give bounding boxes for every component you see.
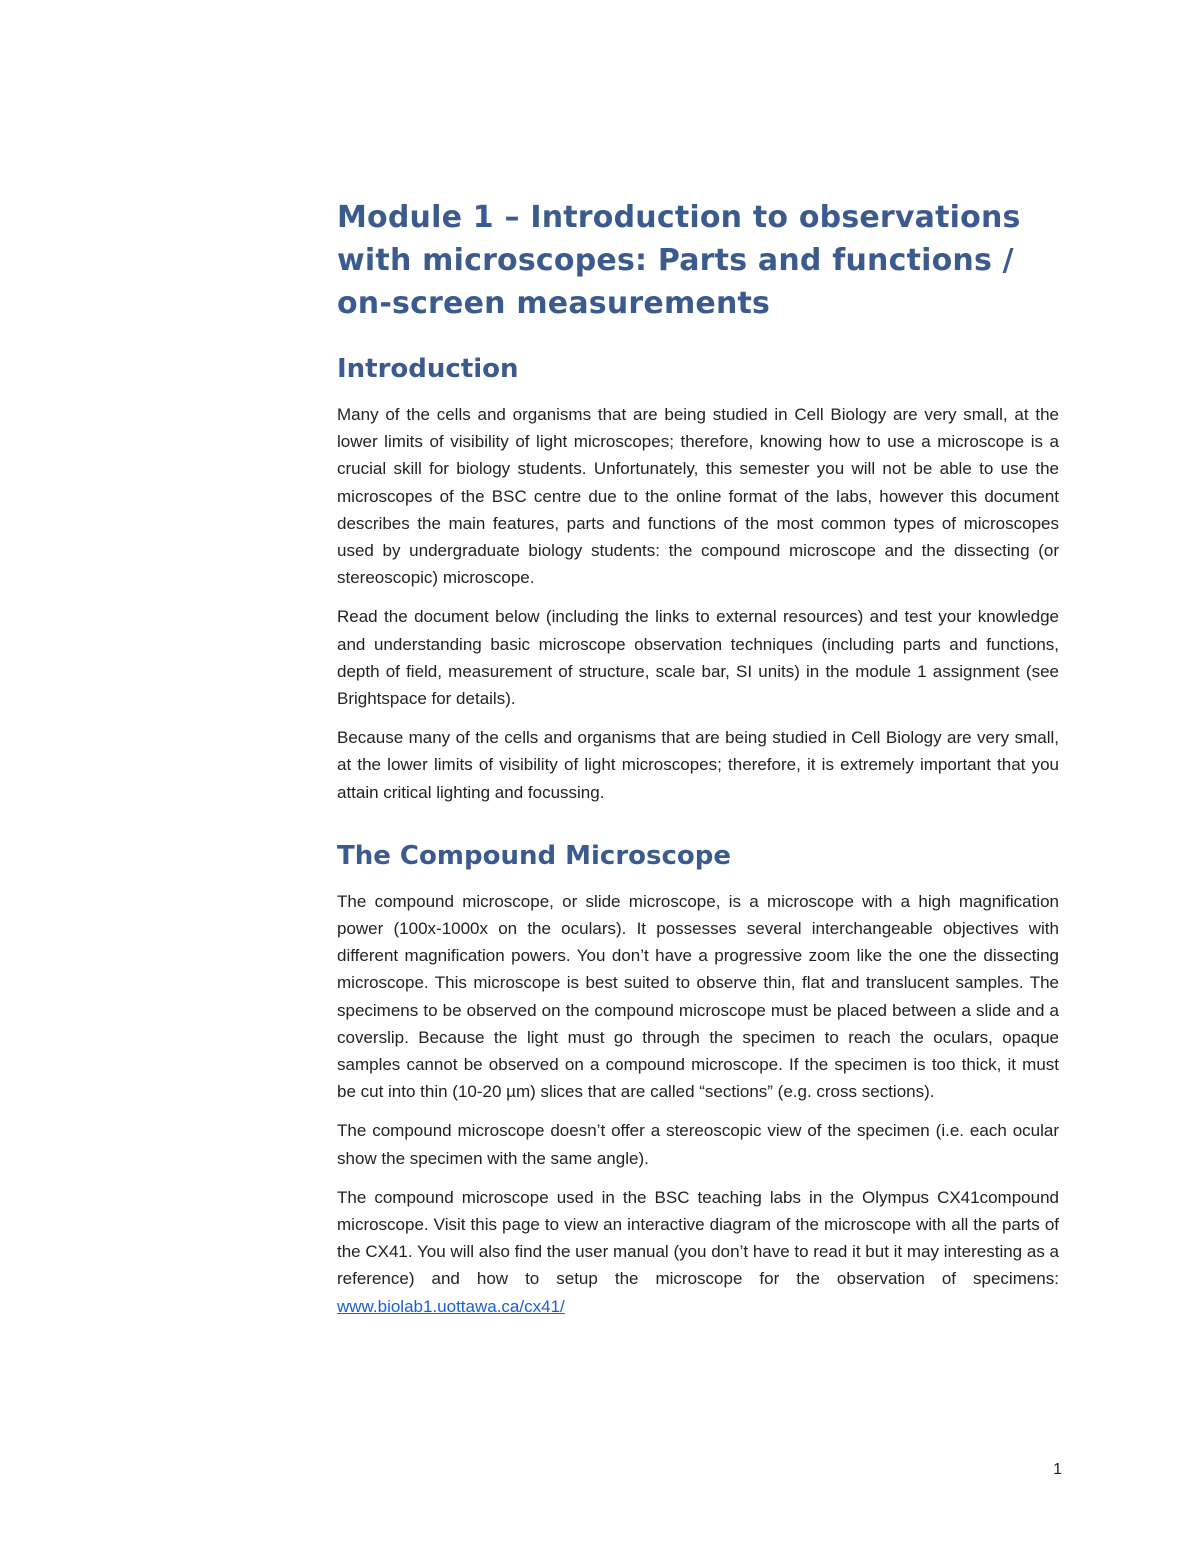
compound-paragraph-3	[337, 1184, 1059, 1320]
introduction-heading: Introduction	[337, 354, 519, 384]
compound-paragraph-2: The compound microscope doesn’t offer a stereoscopic view of the specimen (i.e. each ocular show the specimen with the same angle).	[337, 1121, 1059, 1168]
document-title: Module 1 – Introduction to observations with microscopes: Parts and functions / on-screen measurements	[337, 200, 1021, 321]
compound-paragraph-3-text: The compound microscope used in the BSC teaching labs in the Olympus CX41compound microscope. Visit this page to view an interactive diagram of the microscope with all the parts of the CX41. You will also find the user manual (you don’t have to read it but it may interesting as a reference) and how to setup the microscope for the observation of specimens:	[337, 1187, 1059, 1289]
introduction-paragraph-2: Read the document below (including the links to external resources) and test your knowledge and understanding basic microscope observation techniques (including parts and functions, depth of field, measurement of structure, scale bar, SI units) in the module 1 assignment (see Brightspace for details).	[337, 607, 1059, 709]
introduction-paragraph-1: Many of the cells and organisms that are being studied in Cell Biology are very small, at the lower limits of visibility of light microscopes; therefore, knowing how to use a microscope is a crucial skill for biology students. Unfortunately, this semester you will not be able to use the microscopes of the BSC centre due to the online format of the labs, however this document describes the main features, parts and functions of the most common types of microscopes used by undergraduate biology students: the compound microscope and the dissecting (or stereoscopic) microscope.	[337, 405, 1059, 588]
compound-microscope-heading: The Compound Microscope	[337, 840, 731, 871]
page-number: 1	[1053, 1461, 1062, 1478]
introduction-paragraph-3: Because many of the cells and organisms that are being studied in Cell Biology are very small, at the lower limits of visibility of light microscopes; therefore, it is extremely important that you attain critical lighting and focussing.	[337, 728, 1059, 802]
cx41-link[interactable]: www.biolab1.uottawa.ca/cx41/	[337, 1296, 565, 1316]
page-content	[337, 196, 1059, 1320]
compound-paragraph-1: The compound microscope, or slide microscope, is a microscope with a high magnification power (100x-1000x on the oculars). It possesses several interchangeable objectives with different magnification powers. You don’t have a progressive zoom like the one the dissecting microscope. This microscope is best suited to observe thin, flat and translucent samples. The specimens to be observed on the compound microscope must be placed between a slide and a coverslip. Because the light must go through the specimen to reach the oculars, opaque samples cannot be observed on a compound microscope. If the specimen is too thick, it must be cut into thin (10-20 µm) slices that are called “sections” (e.g. cross sections).	[337, 891, 1059, 1102]
